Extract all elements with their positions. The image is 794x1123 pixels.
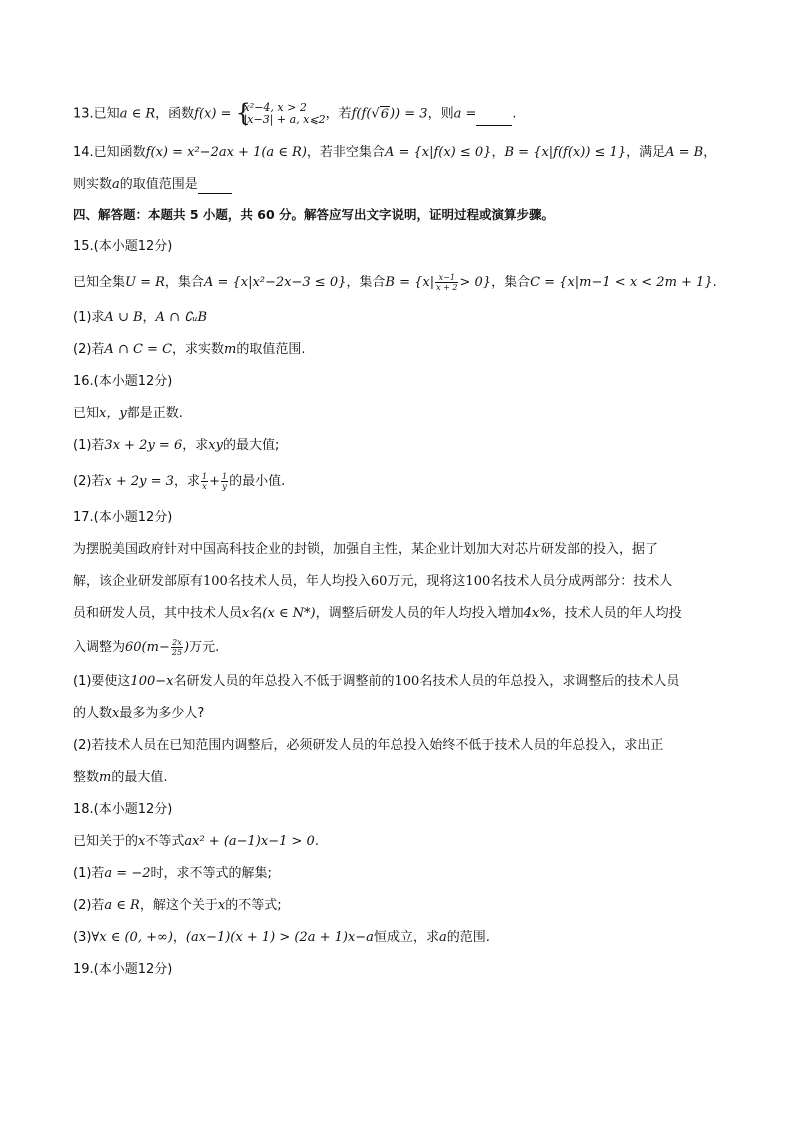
p17-text: 名技术人员，年人均投入	[227, 574, 371, 589]
p17-cond: (x ∈ N*)	[262, 606, 316, 621]
p18-var: x	[138, 834, 146, 849]
p13-mid: ，函数	[155, 106, 195, 122]
p18-inequality: (ax−1)(x + 1) > (2a + 1)x−a	[185, 930, 374, 945]
p18-cond: a = −2	[104, 866, 151, 881]
p17-heading: 17.(本小题12分)	[73, 510, 173, 525]
p14-var: a	[112, 177, 120, 192]
p14-text: 14.已知函数	[73, 145, 146, 160]
p17-text: 名	[249, 606, 263, 621]
p13-end: .	[512, 106, 517, 122]
p19-heading: 19.(本小题12分)	[73, 962, 173, 977]
p14-text: ，满足	[626, 145, 666, 160]
brace-icon: {	[235, 99, 251, 127]
p14-text: ，	[703, 145, 717, 160]
p17-text: 最多为多少人?	[119, 706, 205, 721]
p17-text: 万元.	[189, 640, 220, 655]
p17-text: 解，该企业研发部原有	[73, 574, 204, 589]
p13-eq: f(f(√6)) = 3	[351, 106, 428, 122]
p17-text: 整数	[73, 770, 100, 785]
fraction-denominator: y	[222, 482, 227, 491]
p15-set-a: A = {x|x²−2x−3 ≤ 0}	[203, 275, 347, 290]
p18-stem	[73, 833, 319, 851]
p18-inequality: ax² + (a−1)x−1 > 0	[184, 834, 315, 849]
p18-heading: 18.(本小题12分)	[73, 802, 173, 817]
p15-text: ，	[142, 310, 156, 325]
p18-text: (2)若	[73, 898, 105, 913]
fraction-numerator: 1	[201, 472, 208, 481]
p13-fx: f(x) =	[194, 106, 232, 122]
p15-fraction	[435, 273, 458, 292]
fraction-denominator: 25	[171, 648, 183, 657]
p18-text: 恒成立，求	[373, 930, 439, 945]
section-heading: 四、解答题：本题共 5 小题，共 60 分。解答应写出文字说明，证明过程或演算步骤。	[73, 207, 555, 222]
p18-var: a	[438, 930, 447, 945]
p14-text: ，	[491, 145, 505, 160]
p18-q2	[73, 897, 282, 915]
p14-cond: A = B	[665, 145, 704, 160]
p17-var: x	[242, 606, 250, 621]
p17-text: 名技术人员分成两部分：技术人	[490, 574, 673, 589]
p13-mid3: ，则	[427, 106, 454, 122]
p13-case2: |x−3| + a, x⩽2	[243, 113, 326, 126]
p17-q2-line2	[73, 769, 167, 787]
p17-text: 的最大值.	[111, 770, 168, 785]
p14-text: ，若非空集合	[306, 145, 385, 160]
p15-text: .	[712, 275, 717, 290]
p15-text: ，求实数	[172, 342, 225, 357]
p18-var: x	[217, 898, 226, 913]
p18-text: ，	[172, 930, 186, 945]
p18-text: (1)若	[73, 866, 105, 881]
p15-q2	[73, 341, 306, 359]
p16-eq: 3x + 2y = 6	[104, 438, 183, 453]
p15-heading: 15.(本小题12分)	[73, 239, 173, 254]
p18-text: 不等式	[145, 834, 185, 849]
answer-blank	[476, 125, 512, 126]
p17-text: (1)要使这	[73, 674, 131, 689]
p16-text: 的最大值;	[222, 438, 280, 453]
p17-text: 万元，现将这	[387, 574, 466, 589]
p15-set-u: U = R	[125, 275, 165, 290]
p17-text: ，技术人员的年人均投	[551, 606, 682, 621]
p13-tail-var: a =	[453, 106, 477, 122]
p17-number: 100	[394, 674, 420, 689]
p17-stem-line1: 为摆脱美国政府针对中国高科技企业的封锁，加强自主性，某企业计划加大对芯片研发部的投入，据了	[73, 542, 659, 557]
p15-q1	[73, 309, 207, 327]
p17-stem-line3	[73, 605, 682, 623]
p16-text: 的最小值.	[229, 474, 286, 489]
problem-14-line2	[73, 176, 232, 194]
p18-q1	[73, 865, 272, 883]
p15-expr: A ∩ ∁ᵤB	[155, 310, 208, 325]
p18-cond: a ∈ R	[104, 898, 140, 913]
p13-case1: x²−4, x > 2	[243, 101, 307, 114]
fraction-numerator: 1	[221, 472, 228, 481]
p18-text: 时，求不等式的解集;	[150, 866, 272, 881]
p18-q3	[73, 929, 490, 947]
fraction-denominator: x + 2	[436, 283, 458, 292]
p17-text: 的人数	[73, 706, 113, 721]
p15-set-c: C = {x|m−1 < x < 2m + 1}	[530, 275, 713, 290]
p17-q2-line1: (2)若技术人员在已知范围内调整后，必须研发人员的年总投入始终不低于技术人员的年总投入，求出正	[73, 738, 664, 753]
p16-q1	[73, 437, 279, 455]
p15-text: ，集合	[491, 275, 531, 290]
p17-var: m	[99, 770, 112, 785]
p17-expr-close: )	[184, 640, 190, 655]
p15-var: m	[224, 342, 237, 357]
p17-percent: 4x%	[523, 606, 552, 621]
p16-var: xy	[208, 438, 223, 453]
p16-text: ，求	[173, 474, 200, 489]
p16-fraction-2	[221, 472, 228, 491]
p16-text: ，求	[182, 438, 209, 453]
p17-q1-line1	[73, 673, 679, 691]
p16-heading: 16.(本小题12分)	[73, 374, 173, 389]
p15-set-b-close: > 0}	[459, 275, 492, 290]
p16-text: 都是正数.	[126, 406, 183, 421]
p13-piecewise	[235, 99, 326, 127]
p18-text: 的范围.	[446, 930, 490, 945]
p16-plus: +	[209, 474, 220, 489]
p13-prefix: 13.已知	[73, 106, 120, 122]
fraction-numerator: x−1	[435, 273, 458, 283]
p14-text: 则实数	[73, 177, 113, 192]
fraction-denominator: x	[202, 482, 207, 491]
p14-fx: f(x) = x²−2ax + 1(a ∈ R)	[145, 145, 307, 160]
p16-fraction-1	[201, 472, 208, 491]
p18-text: 的不等式;	[225, 898, 282, 913]
p16-text: (1)若	[73, 438, 105, 453]
p14-text: 的取值范围是	[119, 177, 198, 192]
p18-cond: ∀x ∈ (0, +∞)	[91, 930, 173, 945]
p16-stem	[73, 405, 183, 423]
p15-text: ，集合	[346, 275, 386, 290]
p17-number: 100	[465, 574, 491, 589]
p18-text: ，解这个关于	[139, 898, 218, 913]
p15-expr: A ∩ C = C	[104, 342, 173, 357]
p13-cond: a ∈ R	[119, 106, 156, 122]
p15-text: 已知全集	[73, 275, 126, 290]
p14-set-b: B = {x|f(f(x)) ≤ 1}	[504, 145, 627, 160]
p18-text: (3)	[73, 930, 92, 945]
p16-text: 已知	[73, 406, 100, 421]
problem-14-line1	[73, 144, 716, 162]
p17-stem-line4	[73, 638, 219, 657]
p17-text: ，调整后研发人员的年人均投入增加	[315, 606, 524, 621]
problem-13	[73, 99, 517, 127]
p14-set-a: A = {x|f(x) ≤ 0}	[384, 145, 492, 160]
p15-text: (1)求	[73, 310, 105, 325]
p15-text: 的取值范围.	[236, 342, 306, 357]
fraction-numerator: 2x	[172, 638, 182, 647]
p17-number: 100	[203, 574, 228, 589]
p17-number: 60	[370, 574, 388, 589]
p16-vars: x，y	[99, 406, 127, 421]
p17-expr: 100−x	[130, 674, 174, 689]
p13-mid2: ，若	[325, 106, 352, 122]
p16-eq: x + 2y = 3	[104, 474, 174, 489]
p18-text: 已知关于的	[73, 834, 139, 849]
p15-text: ，集合	[164, 275, 204, 290]
p17-text: 名研发人员的年总投入不低于调整前的	[173, 674, 395, 689]
p17-q1-line2	[73, 705, 204, 723]
p17-text: 名技术人员的年总投入，求调整后的技术人员	[419, 674, 680, 689]
p18-text: .	[314, 834, 319, 849]
p15-stem	[73, 273, 717, 292]
answer-blank	[198, 193, 232, 194]
p17-stem-line2	[73, 573, 672, 591]
p16-q2	[73, 472, 285, 491]
p17-text: 入调整为	[73, 640, 126, 655]
p17-fraction	[171, 638, 183, 657]
p15-set-b: B = {x|	[385, 275, 435, 290]
p16-text: (2)若	[73, 474, 105, 489]
p15-expr: A ∪ B	[104, 310, 143, 325]
p15-text: (2)若	[73, 342, 105, 357]
p17-var: x	[112, 706, 120, 721]
p17-expr: 60(m−	[125, 640, 170, 655]
p17-text: 员和研发人员，其中技术人员	[73, 606, 243, 621]
